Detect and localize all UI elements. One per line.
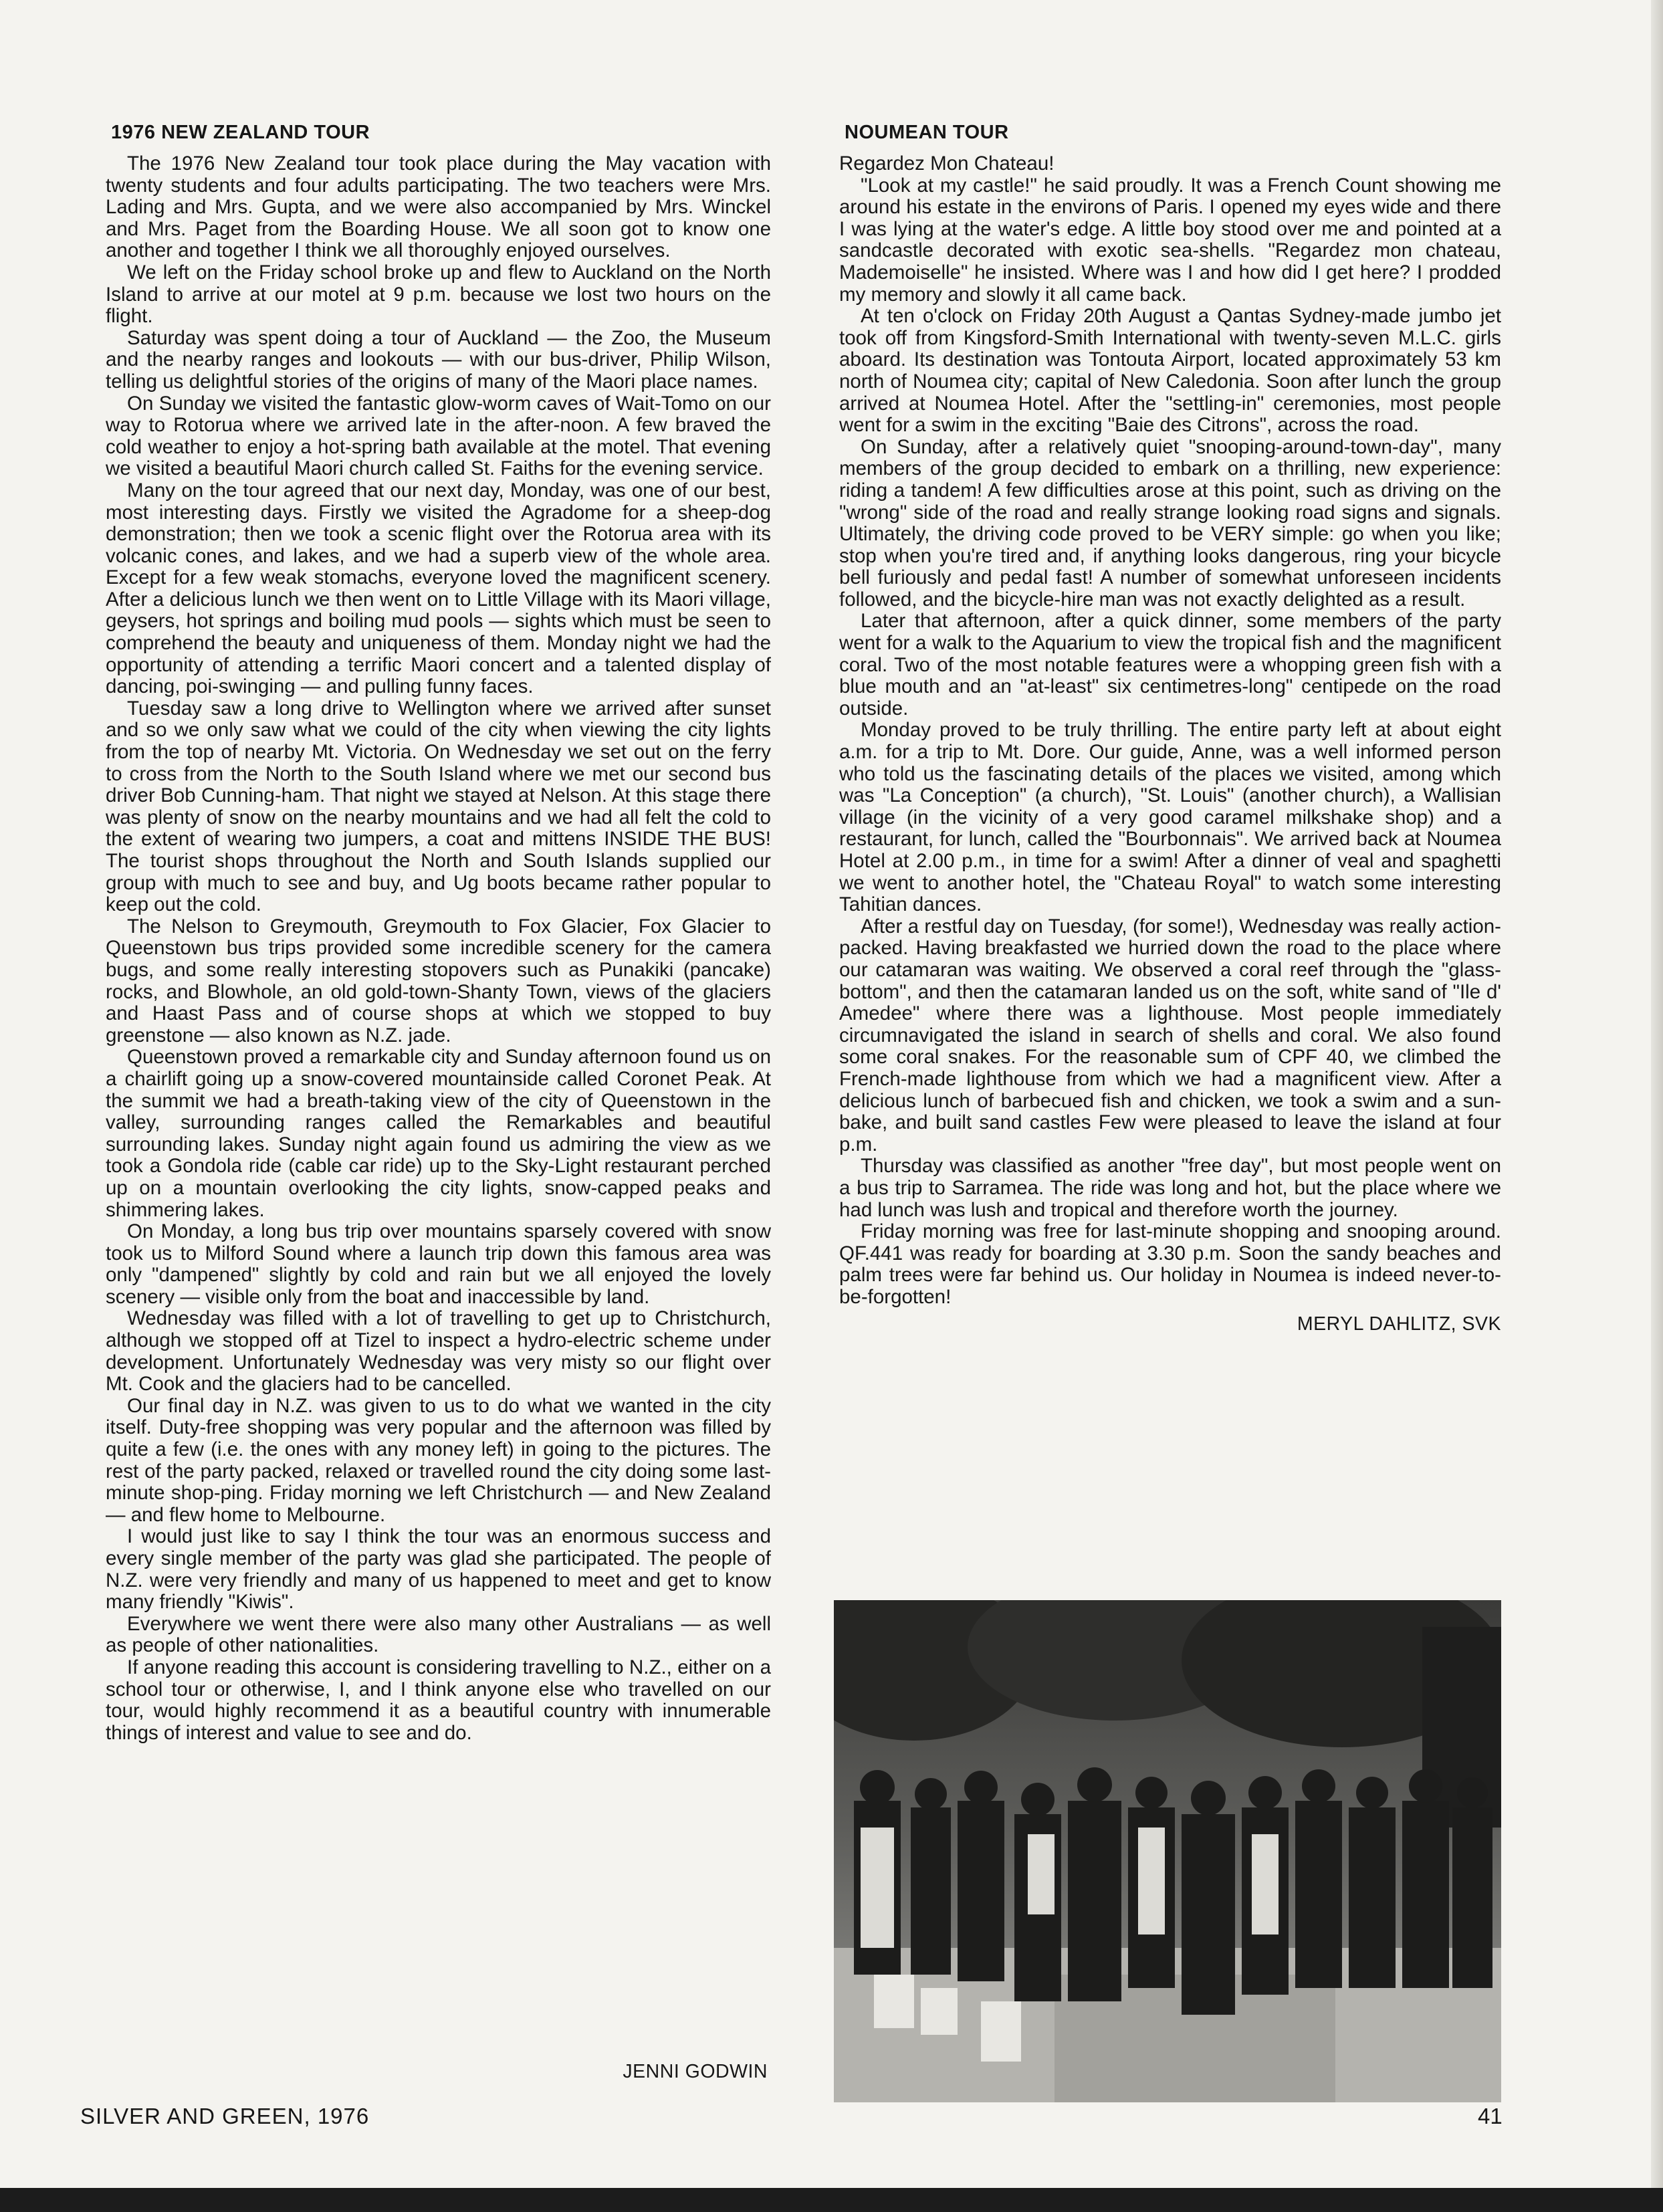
article-author: JENNI GODWIN	[623, 2061, 768, 2082]
paragraph: Tuesday saw a long drive to Wellington where we arrived after sunset and so we only saw what we could of the city when viewing the city lights from the top of nearby Mt. Victoria. On Wednesday we set out on the ferry to cross from the North to the South Island where we met our second bus driver Bob Cunning-ham. That night we stayed at Nelson. At this stage there was plenty of snow on the nearby mountains and we had all felt the cold to the extent of wearing two jumpers, a coat and mittens INSIDE THE BUS! The tourist shops throughout the North and South Islands supplied our group with much to see and buy, and Ug boots became rather popular to keep out the cold.	[106, 697, 771, 916]
paragraph: At ten o'clock on Friday 20th August a Qantas Sydney-made jumbo jet took off from Kingsford-Smith International with twenty-seven M.L.C. girls aboard. Its destination was Tontouta Airport, located approximately 53 km north of Noumea city; capital of New Caledonia. Soon after lunch the group arrived at Noumea Hotel. After the "settling-in" ceremonies, most people went for a swim in the exciting "Baie des Citrons", across the road.	[839, 305, 1501, 437]
publication-footer: SILVER AND GREEN, 1976	[80, 2104, 370, 2128]
paragraph: Later that afternoon, after a quick dinner, some members of the party went for a walk to the Aquarium to view the tropical fish and the magnificent coral. Two of the most notable features were a whopping green fish with a blue mouth and an "at-least" six centimetres-long" centipede on the road outside.	[839, 610, 1501, 720]
paragraph: Friday morning was free for last-minute shopping and snooping around. QF.441 was ready for boarding at 3.30 p.m. Soon the sandy beaches and palm trees were far behind us. Our holiday in Noumea is indeed never-to-be-forgotten!	[839, 1220, 1501, 1308]
paragraph: The Nelson to Greymouth, Greymouth to Fox Glacier, Fox Glacier to Queenstown bus trips provided some incredible scenery for the camera bugs, and some really interesting stopovers such as Punakiki (pancake) rocks, and Blowhole, an old gold-town-Shanty Town, views of the glaciers and Haast Pass and of course shops at which we stopped to buy greenstone — also known as N.Z. jade.	[106, 915, 771, 1046]
page-number: 41	[1478, 2104, 1503, 2128]
paragraph: Everywhere we went there were also many other Australians — as well as people of other nationalities.	[106, 1612, 771, 1657]
paragraph: On Sunday, after a relatively quiet "snooping-around-town-day", many members of the group decided to embark on a thrilling, new experience: riding a tandem! A few difficulties arose at this point, such as driving on the "wrong" side of the road and really strange looking road signs and signals. Ultimately, the driving code proved to be VERY simple: go when you like; stop when you're tired and, if anything looks dangerous, ring your bicycle bell furiously and pedal fast! A number of somewhat unforeseen incidents followed, and the bicycle-hire man was not exactly delighted as a result.	[839, 435, 1501, 611]
paragraph: I would just like to say I think the tour was an enormous success and every single member of the party was glad she participated. The people of N.Z. were very friendly and many of us happened to meet and get to know many friendly "Kiwis".	[106, 1525, 771, 1614]
paragraph: Many on the tour agreed that our next day, Monday, was one of our best, most interesting days. Firstly we visited the Agradome for a sheep-dog demonstration; then we took a scenic flight over the Rotorua area with its volcanic cones, and lakes, and we had a superb view of the whole area. Except for a few weak stomachs, everyone loved the magnificent scenery. After a delicious lunch we then went on to Little Village with its Maori village, geysers, hot springs and boiling mud pools — sights which must be seen to comprehend the beauty and uniqueness of them. Monday night we had the opportunity of attending a terrific Maori concert and a talented display of dancing, poi-swinging — and pulling funny faces.	[106, 479, 771, 698]
group-photo	[834, 1600, 1501, 2102]
article-author: MERYL DAHLITZ, SVK	[1297, 1313, 1501, 1335]
paragraph: If anyone reading this account is considering travelling to N.Z., either on a school tour or otherwise, I, and I think anyone else who travelled on our tour, would highly recommend it as a beautiful country with innumerable things of interest and value to see and do.	[106, 1656, 771, 1744]
page-edge	[1651, 0, 1663, 2212]
paragraph: We left on the Friday school broke up and flew to Auckland on the North Island to arrive at our motel at 9 p.m. because we lost two hours on the flight.	[106, 261, 771, 328]
paragraph: After a restful day on Tuesday, (for some!), Wednesday was really action-packed. Having breakfasted we hurried down the road to the place where our catamaran was waiting. We observed a coral reef through the "glass-bottom", and then the catamaran landed us on the soft, white sand of "Ile d' Amedee" where there was a lighthouse. Most people immediately circumnavigated the island in search of shells and coral. We also found some coral snakes. For the reasonable sum of CPF 40, we climbed the French-made lighthouse from which we had a magnificent view. After a delicious lunch of barbecued fish and chicken, we took a swim and a sun-bake, and built sand castles Few were pleased to leave the island at four p.m.	[839, 915, 1501, 1155]
paragraph: Regardez Mon Chateau!	[839, 152, 1055, 175]
noumean-tour-article	[839, 122, 1501, 1335]
paragraph: Saturday was spent doing a tour of Auckland — the Zoo, the Museum and the nearby ranges and lookouts — with our bus-driver, Philip Wilson, telling us delightful stories of the origins of many of the Maori place names.	[106, 326, 771, 393]
nz-tour-article	[106, 122, 771, 1744]
article-body	[839, 153, 1501, 1308]
paragraph: Wednesday was filled with a lot of travelling to get up to Christchurch, although we stopped off at Tizel to inspect a hydro-electric scheme under development. Unfortunately Wednesday was very misty so our flight over Mt. Cook and the glaciers had to be cancelled.	[106, 1307, 771, 1396]
article-title: 1976 NEW ZEALAND TOUR	[111, 122, 370, 143]
paragraph: "Look at my castle!" he said proudly. It was a French Count showing me around his estate in the environs of Paris. I opened my eyes wide and there I was lying at the water's edge. A little boy stood over me and pointed at a sandcastle decorated with exotic sea-shells. "Regardez mon chateau, Mademoiselle" he insisted. Where was I and how did I get here? I prodded my memory and slowly it all came back.	[839, 174, 1501, 306]
article-body	[106, 153, 771, 1744]
paragraph: Thursday was classified as another "free day", but most people went on a bus trip to Sarramea. The ride was long and hot, but the place where we had lunch was lush and tropical and therefore worth the journey.	[839, 1155, 1501, 1221]
article-title: NOUMEAN TOUR	[845, 122, 1009, 143]
paragraph: Queenstown proved a remarkable city and Sunday afternoon found us on a chairlift going up a snow-covered mountainside called Coronet Peak. At the summit we had a breath-taking view of the city of Queenstown in the valley, surrounding ranges called the Remarkables and beautiful surrounding lakes. Sunday night again found us admiring the view as we took a Gondola ride (cable car ride) up to the Sky-Light restaurant perched up on a mountain overlooking the city lights, snow-capped peaks and shimmering lakes.	[106, 1046, 771, 1221]
paragraph: On Monday, a long bus trip over mountains sparsely covered with snow took us to Milford Sound where a launch trip down this famous area was only "dampened" slightly by cold and rain but we all enjoyed the lovely scenery — visible only from the boat and inaccessible by land.	[106, 1220, 771, 1308]
bottom-border	[0, 2188, 1663, 2212]
paragraph: Our final day in N.Z. was given to us to do what we wanted in the city itself. Duty-free shopping was very popular and the afternoon was filled by quite a few (i.e. the ones with any money left) in going to the pictures. The rest of the party packed, relaxed or travelled round the city doing some last-minute shop-ping. Friday morning we left Christchurch — and New Zealand — and flew home to Melbourne.	[106, 1394, 771, 1526]
paragraph: The 1976 New Zealand tour took place during the May vacation with twenty students and four adults participating. The two teachers were Mrs. Lading and Mrs. Gupta, and we were also accompanied by Mrs. Winckel and Mrs. Paget from the Boarding House. We all soon got to know one another and together I think we all thoroughly enjoyed ourselves.	[106, 152, 771, 262]
paragraph: Monday proved to be truly thrilling. The entire party left at about eight a.m. for a trip to Mt. Dore. Our guide, Anne, was a well informed person who told us the fascinating details of the places we visited, among which was "La Conception" (a church), "St. Louis" (another church), a Wallisian village (in the vicinity of a very good caramel milkshake shop) and a restaurant, for lunch, called the "Bourbonnais". We arrived back at Noumea Hotel at 2.00 p.m., in time for a swim! After a dinner of veal and spaghetti we went to another hotel, the "Chateau Royal" to watch some interesting Tahitian dances.	[839, 719, 1501, 916]
paragraph: On Sunday we visited the fantastic glow-worm caves of Wait-Tomo on our way to Rotorua where we arrived late in the after-noon. A few braved the cold weather to enjoy a hot-spring bath available at the motel. That evening we visited a beautiful Maori church called St. Faiths for the evening service.	[106, 392, 771, 480]
